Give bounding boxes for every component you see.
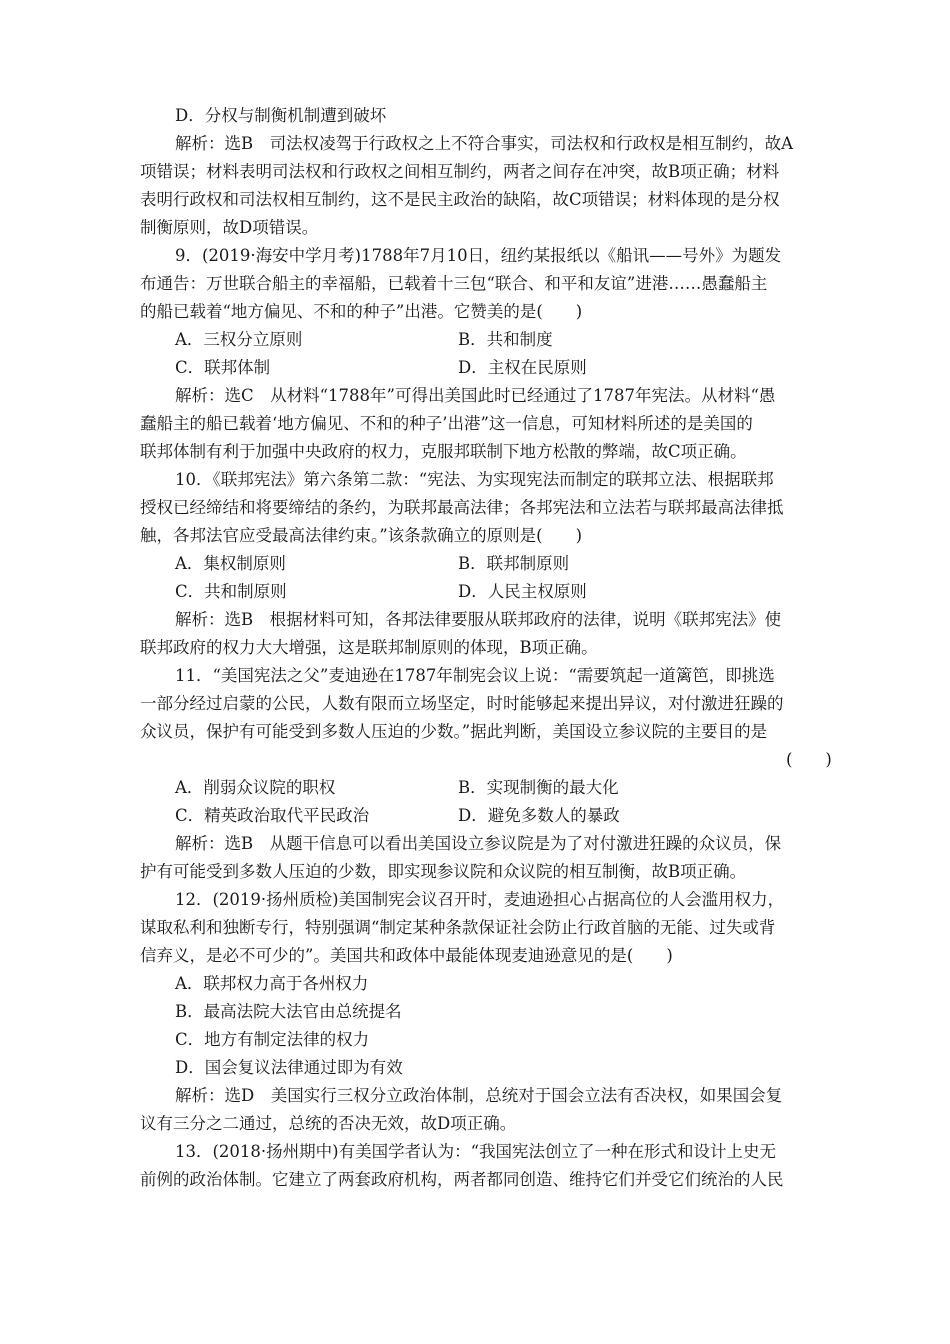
line-text: 众议员，保护有可能受到多数人压迫的少数。”据此判断，美国设立参议院的主要目的是 <box>140 722 768 741</box>
option-text: D．避免多数人的暴政 <box>458 806 620 825</box>
option-text: C．精英政治取代平民政治 <box>175 806 370 825</box>
line-text: 解析：选C 从材料“1788年”可得出美国此时已经通过了1787年宪法。从材料“愚 <box>175 386 776 405</box>
line-text: 9．(2019·海安中学月考)1788年7月10日，纽约某报纸以《船讯——号外》为题发 <box>175 246 782 265</box>
option-text: C．联邦体制 <box>175 358 271 377</box>
line-text: 解析：选B 根据材料可知，各邦法律要服从联邦政府的法律，说明《联邦宪法》使 <box>175 610 782 629</box>
line-text: 信弃义，是必不可少的”。美国共和政体中最能体现麦迪逊意见的是( ) <box>140 946 673 965</box>
line-text: 布通告：万世联合船主的幸福船，已载着十三包“联合、和平和友谊”进港……愚蠢船主 <box>140 274 768 293</box>
line-text: 联邦政府的权力大大增强，这是联邦制原则的体现，B项正确。 <box>140 638 598 657</box>
line-text: 授权已经缔结和将要缔结的条约，为联邦最高法律；各邦宪法和立法若与联邦最高法律抵 <box>140 498 784 517</box>
line-text: 解析：选B 从题干信息可以看出美国设立参议院是为了对付激进狂躁的众议员，保 <box>175 834 782 853</box>
option-text: A．削弱众议院的职权 <box>175 778 336 797</box>
line-text: 谋取私利和独断专行，特别强调“制定某种条款保证社会防止行政首脑的无能、过失或背 <box>140 918 776 937</box>
option-text: C．共和制原则 <box>175 582 287 601</box>
line-text: 13．(2018·扬州期中)有美国学者认为：“我国宪法创立了一种在形式和设计上史无 <box>175 1142 777 1161</box>
option-text: B．共和制度 <box>458 330 553 349</box>
line-text: B．最高法院大法官由总统提名 <box>175 1002 402 1021</box>
line-text: 11．“美国宪法之父”麦迪逊在1787年制宪会议上说：“需要筑起一道篱笆，即挑选 <box>175 666 775 685</box>
line-text: 解析：选B 司法权凌驾于行政权之上不符合事实，司法权和行政权是相互制约，故A <box>175 134 794 153</box>
line-text: 表明行政权和司法权相互制约，这不是民主政治的缺陷，故C项错误；材料体现的是分权 <box>140 190 780 209</box>
line-text: 联邦体制有利于加强中央政府的权力，克服邦联制下地方松散的弊端，故C项正确。 <box>140 442 747 461</box>
option-text: D．人民主权原则 <box>458 582 587 601</box>
line-text: 12．(2019·扬州质检)美国制宪会议召开时，麦迪逊担心占据高位的人会滥用权力， <box>175 890 785 909</box>
line-text: 项错误；材料表明司法权和行政权之间相互制约，两者之间存在冲突，故B项正确；材料 <box>140 162 780 181</box>
line-text: 议有三分之二通过，总统的否决无效，故D项正确。 <box>140 1114 517 1133</box>
line-text: 触，各邦法官应受最高法律约束。”该条款确立的原则是( ) <box>140 526 583 545</box>
line-text: 前例的政治体制。它建立了两套政府机构，两者都同创造、维持它们并受它们统治的人民 <box>140 1170 784 1189</box>
line-text: 一部分经过启蒙的公民，人数有限而立场坚定，时时能够起来提出异议，对付激进狂躁的 <box>140 694 784 713</box>
option-text: A．三权分立原则 <box>175 330 303 349</box>
line-text: 10．《联邦宪法》第六条第二款：“宪法、为实现宪法而制定的联邦立法、根据联邦 <box>175 470 774 489</box>
option-text: B．联邦制原则 <box>458 554 570 573</box>
option-text: D．主权在民原则 <box>458 358 587 377</box>
line-text: 制衡原则，故D项错误。 <box>140 218 319 237</box>
line-text: 解析：选D 美国实行三权分立政治体制，总统对于国会立法有否决权，如果国会复 <box>175 1086 783 1105</box>
option-text: B．实现制衡的最大化 <box>458 778 619 797</box>
line-text: 蠢船主的船已载着‘地方偏见、不和的种子’出港”这一信息，可知材料所述的是美国的 <box>140 414 753 433</box>
line-text: D．国会复议法律通过即为有效 <box>175 1058 403 1077</box>
line-text: 的船已载着“地方偏见、不和的种子”出港。它赞美的是( ) <box>140 302 583 321</box>
line-text: ( ) <box>786 750 832 769</box>
line-text: C．地方有制定法律的权力 <box>175 1030 370 1049</box>
line-text: 护有可能受到多数人压迫的少数，即实现参议院和众议院的相互制衡，故B项正确。 <box>140 862 747 881</box>
line-text: A．联邦权力高于各州权力 <box>175 974 369 993</box>
option-text: A．集权制原则 <box>175 554 286 573</box>
line-text: D．分权与制衡机制遭到破坏 <box>175 106 387 125</box>
